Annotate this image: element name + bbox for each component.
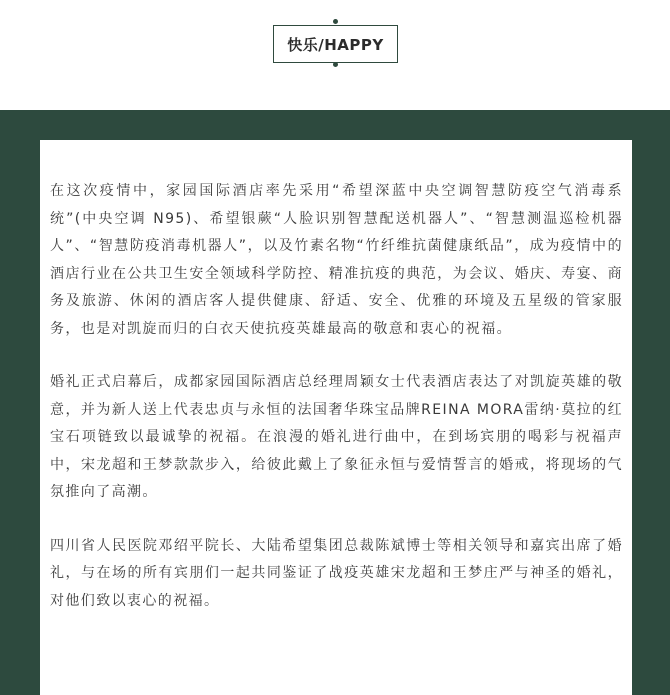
section-title-box	[273, 25, 398, 63]
article-paragraph-2: 婚礼正式启幕后，成都家园国际酒店总经理周颖女士代表酒店表达了对凯旋英雄的敬意，并为新人送上代表忠贞与永恒的法国奢华珠宝品牌REINA MORA雷纳·莫拉的红宝石项链致以最诚挚的祝福。在浪漫的婚礼进行曲中，在到场宾朋的喝彩与祝福声中，宋龙超和王梦款款步入，给彼此戴上了象征永恒与爱情誓言的婚戒，将现场的气氛推向了高潮。	[50, 374, 623, 500]
title-bottom-dot	[333, 62, 338, 67]
section-title: 快乐/HAPPY	[287, 35, 384, 54]
article-body	[50, 178, 623, 641]
title-top-dot	[333, 19, 338, 24]
article-card	[40, 140, 632, 695]
article-paragraph-3: 四川省人民医院邓绍平院长、大陆希望集团总裁陈斌博士等相关领导和嘉宾出席了婚礼，与在场的所有宾朋们一起共同鉴证了战疫英雄宋龙超和王梦庄严与神圣的婚礼，对他们致以衷心的祝福。	[50, 537, 623, 609]
article-paragraph-1: 在这次疫情中，家园国际酒店率先采用“希望深蓝中央空调智慧防疫空气消毒系统”(中央空调 N95)、希望银蕨“人脸识别智慧配送机器人”、“智慧测温巡检机器人”、“智慧防疫消毒机器人”，以及竹素名物“竹纤维抗菌健康纸品”，成为疫情中的酒店行业在公共卫生安全领域科学防控、精准抗疫的典范，为会议、婚庆、寿宴、商务及旅游、休闲的酒店客人提供健康、舒适、安全、优雅的环境及五星级的管家服务，也是对凯旋而归的白衣天使抗疫英雄最高的敬意和衷心的祝福。	[50, 183, 623, 337]
header-area	[0, 0, 670, 110]
